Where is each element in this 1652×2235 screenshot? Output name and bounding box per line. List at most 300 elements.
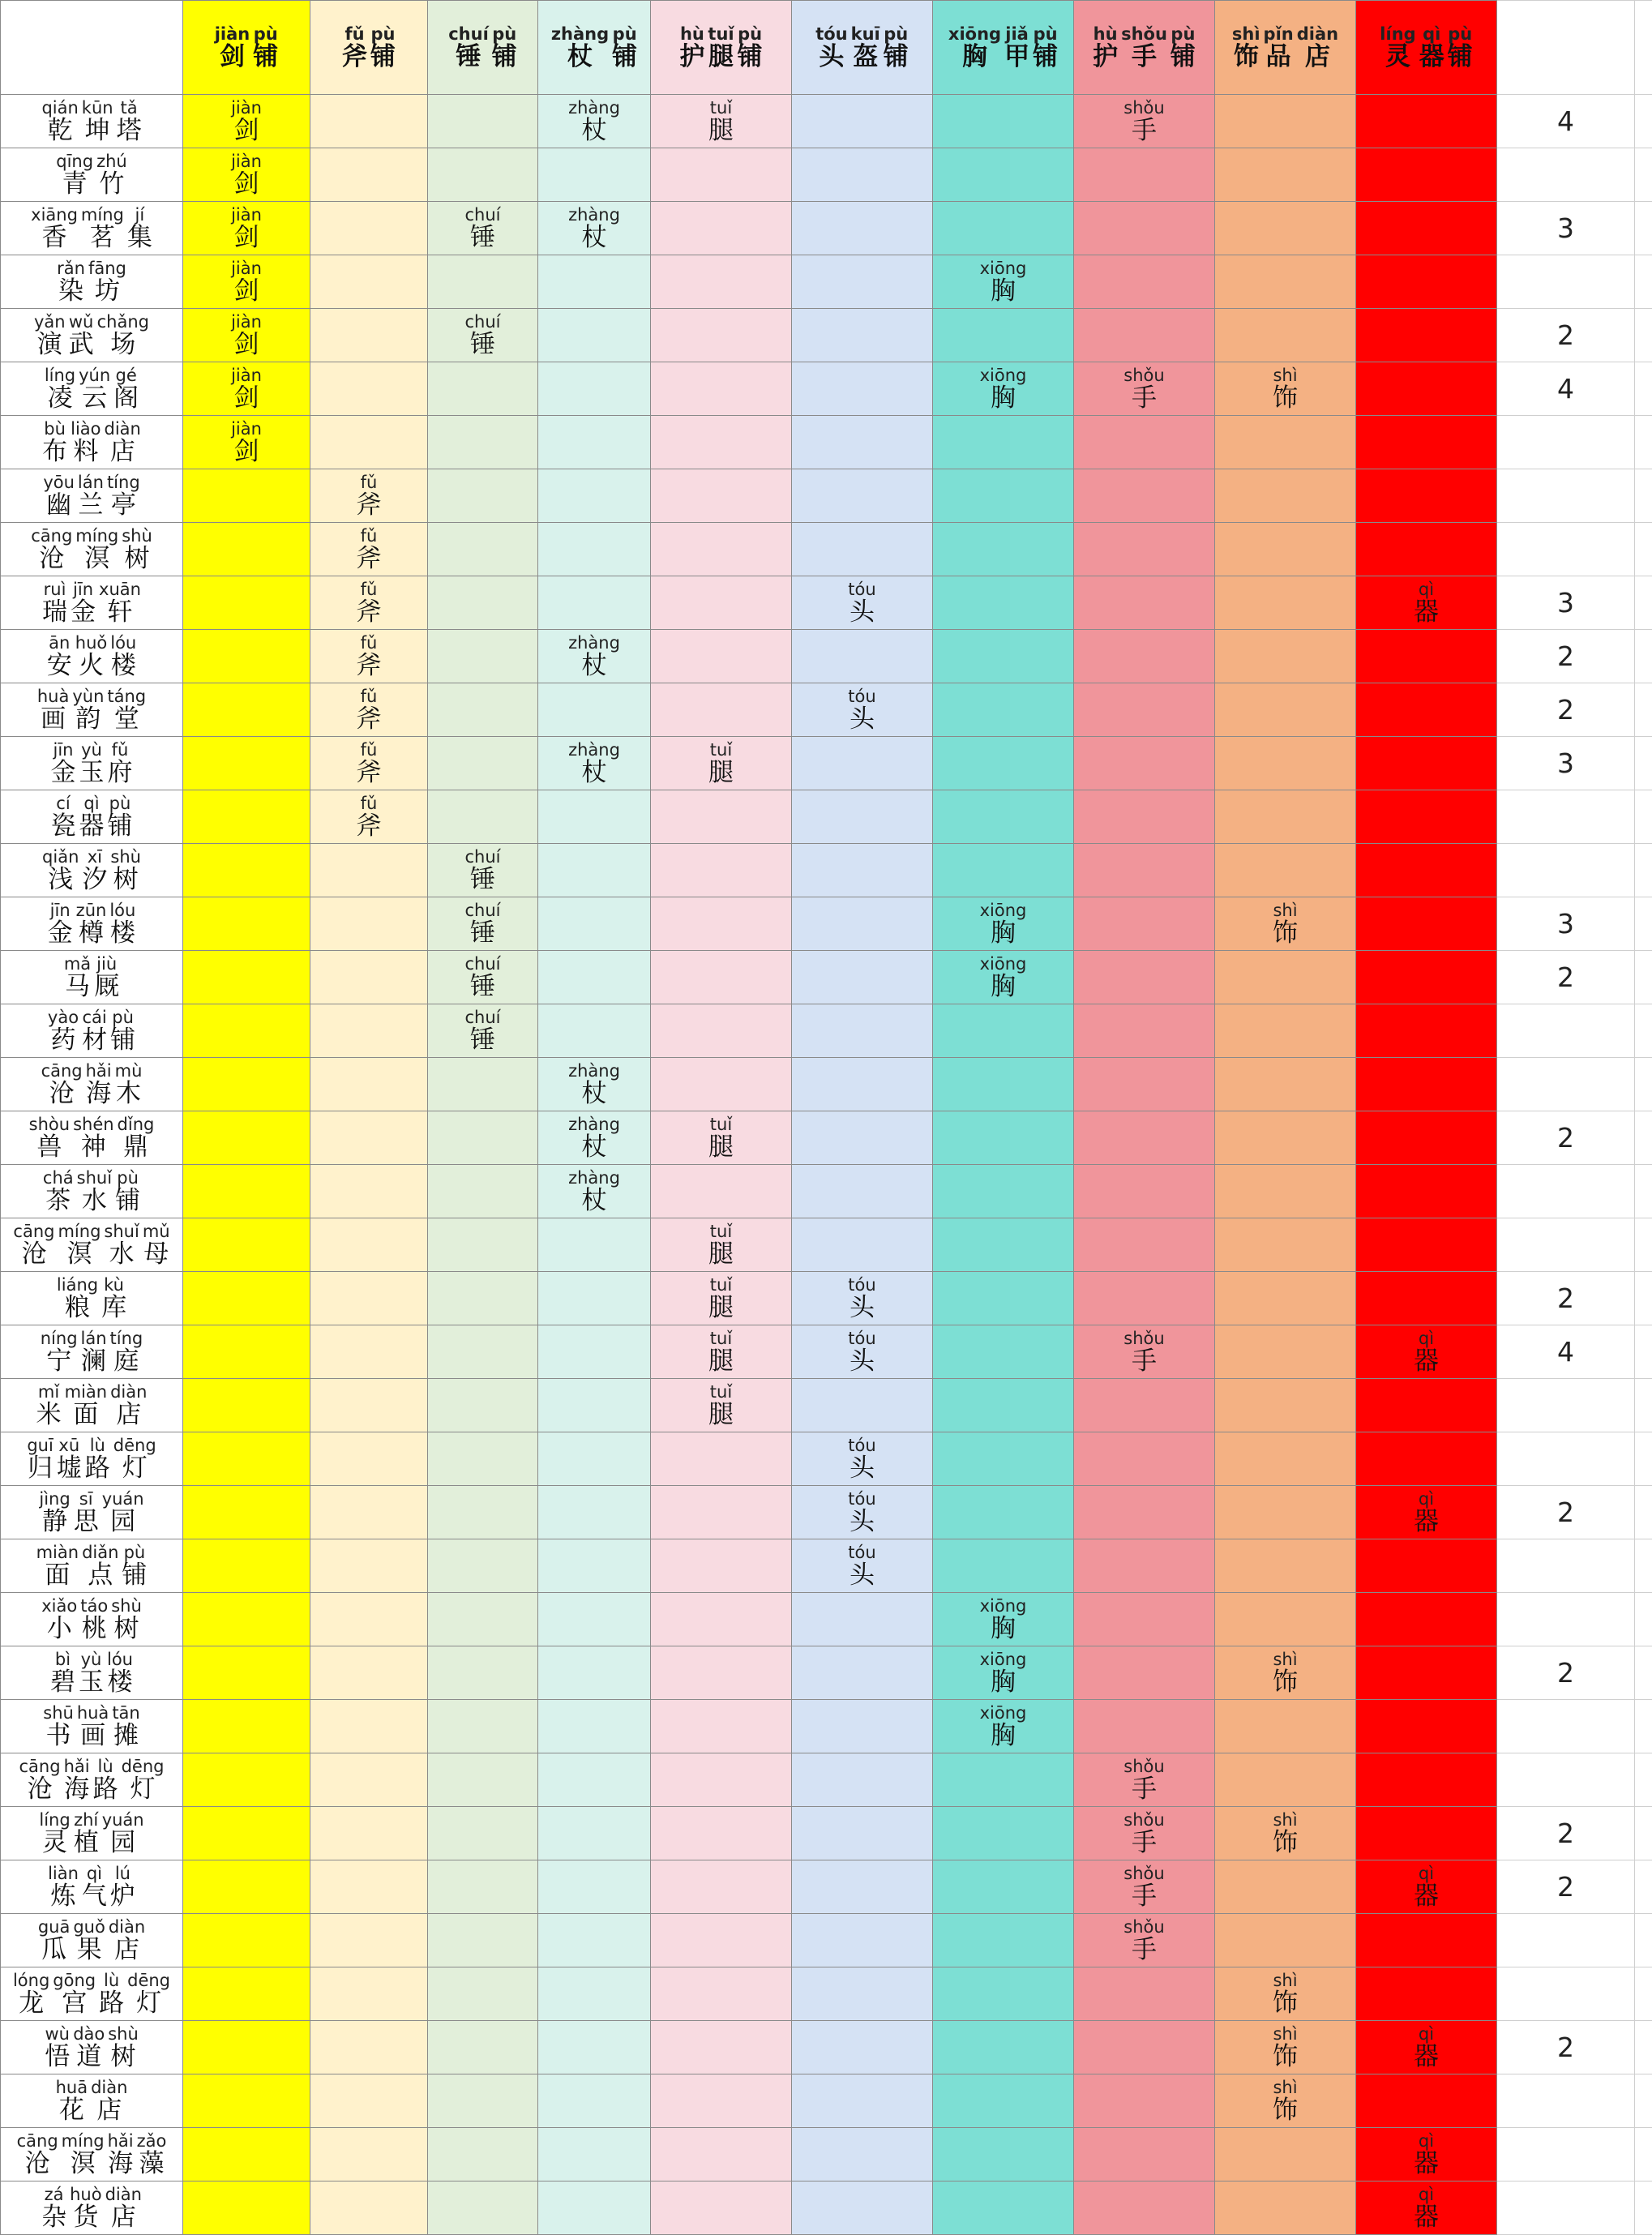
cell-2[interactable] xyxy=(428,1325,538,1379)
cell-1[interactable] xyxy=(310,1700,428,1753)
empty-cell[interactable] xyxy=(1635,897,1652,951)
cell-8[interactable] xyxy=(1215,1753,1356,1807)
count-cell[interactable] xyxy=(1497,1432,1635,1486)
cell-3[interactable] xyxy=(538,202,651,255)
cell-0[interactable] xyxy=(183,2181,310,2235)
cell-3[interactable] xyxy=(538,1539,651,1593)
count-cell[interactable] xyxy=(1497,897,1635,951)
cell-7[interactable] xyxy=(1074,2128,1215,2181)
cell-1[interactable] xyxy=(310,1165,428,1218)
cell-0[interactable] xyxy=(183,202,310,255)
cell-2[interactable] xyxy=(428,1379,538,1432)
empty-cell[interactable] xyxy=(1635,1379,1652,1432)
column-header-7[interactable] xyxy=(1074,1,1215,95)
cell-7[interactable] xyxy=(1074,897,1215,951)
count-cell[interactable] xyxy=(1497,469,1635,523)
cell-4[interactable] xyxy=(651,1539,792,1593)
cell-2[interactable] xyxy=(428,95,538,148)
cell-8[interactable] xyxy=(1215,790,1356,844)
column-header-8[interactable] xyxy=(1215,1,1356,95)
cell-1[interactable] xyxy=(310,897,428,951)
cell-1[interactable] xyxy=(310,1325,428,1379)
count-cell[interactable] xyxy=(1497,1753,1635,1807)
cell-2[interactable] xyxy=(428,362,538,416)
cell-2[interactable] xyxy=(428,1111,538,1165)
cell-2[interactable] xyxy=(428,576,538,630)
cell-1[interactable] xyxy=(310,1432,428,1486)
cell-6[interactable] xyxy=(933,2074,1074,2128)
cell-8[interactable] xyxy=(1215,630,1356,683)
empty-cell[interactable] xyxy=(1635,1967,1652,2021)
cell-8[interactable] xyxy=(1215,148,1356,202)
empty-cell[interactable] xyxy=(1635,790,1652,844)
row-label[interactable] xyxy=(1,1753,183,1807)
cell-2[interactable] xyxy=(428,737,538,790)
cell-4[interactable] xyxy=(651,416,792,469)
cell-0[interactable] xyxy=(183,1272,310,1325)
cell-3[interactable] xyxy=(538,2021,651,2074)
cell-1[interactable] xyxy=(310,683,428,737)
cell-7[interactable] xyxy=(1074,630,1215,683)
cell-5[interactable] xyxy=(792,95,933,148)
cell-6[interactable] xyxy=(933,148,1074,202)
cell-5[interactable] xyxy=(792,309,933,362)
empty-cell[interactable] xyxy=(1635,1593,1652,1646)
cell-2[interactable] xyxy=(428,202,538,255)
empty-cell[interactable] xyxy=(1635,523,1652,576)
cell-4[interactable] xyxy=(651,1486,792,1539)
cell-3[interactable] xyxy=(538,1646,651,1700)
row-label[interactable] xyxy=(1,416,183,469)
cell-3[interactable] xyxy=(538,1325,651,1379)
cell-0[interactable] xyxy=(183,630,310,683)
empty-cell[interactable] xyxy=(1635,1111,1652,1165)
cell-1[interactable] xyxy=(310,1539,428,1593)
cell-8[interactable] xyxy=(1215,362,1356,416)
cell-9[interactable] xyxy=(1356,1593,1497,1646)
cell-0[interactable] xyxy=(183,1165,310,1218)
count-cell[interactable] xyxy=(1497,1646,1635,1700)
cell-1[interactable] xyxy=(310,1967,428,2021)
cell-3[interactable] xyxy=(538,790,651,844)
count-cell[interactable] xyxy=(1497,1593,1635,1646)
cell-8[interactable] xyxy=(1215,1807,1356,1860)
cell-9[interactable] xyxy=(1356,1807,1497,1860)
cell-4[interactable] xyxy=(651,1432,792,1486)
cell-9[interactable] xyxy=(1356,630,1497,683)
cell-7[interactable] xyxy=(1074,1165,1215,1218)
empty-cell[interactable] xyxy=(1635,2021,1652,2074)
cell-6[interactable] xyxy=(933,1058,1074,1111)
cell-8[interactable] xyxy=(1215,416,1356,469)
cell-6[interactable] xyxy=(933,630,1074,683)
empty-cell[interactable] xyxy=(1635,1486,1652,1539)
cell-6[interactable] xyxy=(933,1432,1074,1486)
cell-8[interactable] xyxy=(1215,469,1356,523)
count-cell[interactable] xyxy=(1497,844,1635,897)
cell-7[interactable] xyxy=(1074,1004,1215,1058)
empty-cell[interactable] xyxy=(1635,630,1652,683)
cell-9[interactable] xyxy=(1356,1646,1497,1700)
cell-8[interactable] xyxy=(1215,1432,1356,1486)
count-cell[interactable] xyxy=(1497,1325,1635,1379)
cell-6[interactable] xyxy=(933,683,1074,737)
count-cell[interactable] xyxy=(1497,1539,1635,1593)
cell-7[interactable] xyxy=(1074,844,1215,897)
row-label[interactable] xyxy=(1,1539,183,1593)
cell-3[interactable] xyxy=(538,309,651,362)
cell-8[interactable] xyxy=(1215,737,1356,790)
row-label[interactable] xyxy=(1,2074,183,2128)
cell-3[interactable] xyxy=(538,1593,651,1646)
cell-7[interactable] xyxy=(1074,1593,1215,1646)
cell-6[interactable] xyxy=(933,1593,1074,1646)
cell-9[interactable] xyxy=(1356,1753,1497,1807)
column-header-9[interactable] xyxy=(1356,1,1497,95)
cell-5[interactable] xyxy=(792,523,933,576)
count-cell[interactable] xyxy=(1497,1860,1635,1914)
row-label[interactable] xyxy=(1,2181,183,2235)
count-cell[interactable] xyxy=(1497,1165,1635,1218)
empty-cell[interactable] xyxy=(1635,1860,1652,1914)
cell-2[interactable] xyxy=(428,1539,538,1593)
cell-6[interactable] xyxy=(933,1272,1074,1325)
cell-7[interactable] xyxy=(1074,2074,1215,2128)
cell-4[interactable] xyxy=(651,2021,792,2074)
cell-9[interactable] xyxy=(1356,523,1497,576)
cell-9[interactable] xyxy=(1356,1325,1497,1379)
cell-9[interactable] xyxy=(1356,1218,1497,1272)
empty-cell[interactable] xyxy=(1635,362,1652,416)
cell-1[interactable] xyxy=(310,2128,428,2181)
cell-2[interactable] xyxy=(428,1807,538,1860)
column-header-4[interactable] xyxy=(651,1,792,95)
cell-8[interactable] xyxy=(1215,951,1356,1004)
cell-4[interactable] xyxy=(651,1646,792,1700)
cell-9[interactable] xyxy=(1356,1165,1497,1218)
row-label[interactable] xyxy=(1,2128,183,2181)
empty-cell[interactable] xyxy=(1635,1700,1652,1753)
cell-8[interactable] xyxy=(1215,1379,1356,1432)
cell-5[interactable] xyxy=(792,1272,933,1325)
cell-7[interactable] xyxy=(1074,737,1215,790)
cell-9[interactable] xyxy=(1356,576,1497,630)
cell-4[interactable] xyxy=(651,683,792,737)
row-label[interactable] xyxy=(1,576,183,630)
cell-7[interactable] xyxy=(1074,469,1215,523)
cell-4[interactable] xyxy=(651,309,792,362)
count-cell[interactable] xyxy=(1497,630,1635,683)
column-header-1[interactable] xyxy=(310,1,428,95)
cell-1[interactable] xyxy=(310,1218,428,1272)
cell-6[interactable] xyxy=(933,1486,1074,1539)
empty-cell[interactable] xyxy=(1635,1432,1652,1486)
column-header-5[interactable] xyxy=(792,1,933,95)
cell-7[interactable] xyxy=(1074,2021,1215,2074)
row-label[interactable] xyxy=(1,309,183,362)
cell-2[interactable] xyxy=(428,469,538,523)
count-cell[interactable] xyxy=(1497,148,1635,202)
cell-0[interactable] xyxy=(183,1432,310,1486)
cell-3[interactable] xyxy=(538,844,651,897)
cell-9[interactable] xyxy=(1356,1486,1497,1539)
cell-0[interactable] xyxy=(183,95,310,148)
cell-2[interactable] xyxy=(428,309,538,362)
cell-5[interactable] xyxy=(792,844,933,897)
cell-7[interactable] xyxy=(1074,416,1215,469)
cell-0[interactable] xyxy=(183,576,310,630)
cell-3[interactable] xyxy=(538,1111,651,1165)
cell-6[interactable] xyxy=(933,1646,1074,1700)
cell-2[interactable] xyxy=(428,790,538,844)
cell-4[interactable] xyxy=(651,2128,792,2181)
cell-6[interactable] xyxy=(933,576,1074,630)
count-cell[interactable] xyxy=(1497,362,1635,416)
row-label[interactable] xyxy=(1,790,183,844)
cell-3[interactable] xyxy=(538,95,651,148)
column-header-6[interactable] xyxy=(933,1,1074,95)
cell-8[interactable] xyxy=(1215,1272,1356,1325)
cell-5[interactable] xyxy=(792,683,933,737)
cell-0[interactable] xyxy=(183,469,310,523)
empty-cell[interactable] xyxy=(1635,255,1652,309)
cell-5[interactable] xyxy=(792,2021,933,2074)
cell-1[interactable] xyxy=(310,2021,428,2074)
empty-cell[interactable] xyxy=(1635,309,1652,362)
empty-cell[interactable] xyxy=(1635,148,1652,202)
cell-6[interactable] xyxy=(933,1807,1074,1860)
cell-5[interactable] xyxy=(792,202,933,255)
count-cell[interactable] xyxy=(1497,1218,1635,1272)
cell-9[interactable] xyxy=(1356,469,1497,523)
cell-0[interactable] xyxy=(183,1593,310,1646)
cell-6[interactable] xyxy=(933,897,1074,951)
cell-0[interactable] xyxy=(183,523,310,576)
count-cell[interactable] xyxy=(1497,202,1635,255)
empty-cell[interactable] xyxy=(1635,1272,1652,1325)
cell-4[interactable] xyxy=(651,1700,792,1753)
empty-cell[interactable] xyxy=(1635,469,1652,523)
cell-8[interactable] xyxy=(1215,897,1356,951)
cell-2[interactable] xyxy=(428,523,538,576)
cell-4[interactable] xyxy=(651,1165,792,1218)
row-label[interactable] xyxy=(1,1646,183,1700)
cell-2[interactable] xyxy=(428,1486,538,1539)
cell-3[interactable] xyxy=(538,1807,651,1860)
row-label[interactable] xyxy=(1,148,183,202)
row-label[interactable] xyxy=(1,1004,183,1058)
cell-5[interactable] xyxy=(792,1432,933,1486)
cell-0[interactable] xyxy=(183,790,310,844)
row-label[interactable] xyxy=(1,737,183,790)
empty-cell[interactable] xyxy=(1635,576,1652,630)
cell-3[interactable] xyxy=(538,1272,651,1325)
cell-6[interactable] xyxy=(933,309,1074,362)
cell-5[interactable] xyxy=(792,469,933,523)
cell-9[interactable] xyxy=(1356,897,1497,951)
cell-5[interactable] xyxy=(792,1539,933,1593)
cell-1[interactable] xyxy=(310,362,428,416)
cell-5[interactable] xyxy=(792,1218,933,1272)
cell-6[interactable] xyxy=(933,202,1074,255)
cell-8[interactable] xyxy=(1215,2181,1356,2235)
cell-3[interactable] xyxy=(538,1058,651,1111)
cell-8[interactable] xyxy=(1215,1004,1356,1058)
cell-9[interactable] xyxy=(1356,2021,1497,2074)
row-label[interactable] xyxy=(1,202,183,255)
cell-6[interactable] xyxy=(933,1218,1074,1272)
empty-cell[interactable] xyxy=(1635,1218,1652,1272)
cell-8[interactable] xyxy=(1215,1860,1356,1914)
cell-4[interactable] xyxy=(651,1860,792,1914)
cell-5[interactable] xyxy=(792,1379,933,1432)
cell-7[interactable] xyxy=(1074,1432,1215,1486)
cell-0[interactable] xyxy=(183,2128,310,2181)
empty-cell[interactable] xyxy=(1635,1753,1652,1807)
cell-8[interactable] xyxy=(1215,2021,1356,2074)
cell-1[interactable] xyxy=(310,202,428,255)
cell-7[interactable] xyxy=(1074,2181,1215,2235)
cell-0[interactable] xyxy=(183,1753,310,1807)
cell-8[interactable] xyxy=(1215,844,1356,897)
cell-9[interactable] xyxy=(1356,1967,1497,2021)
cell-2[interactable] xyxy=(428,148,538,202)
cell-2[interactable] xyxy=(428,630,538,683)
cell-0[interactable] xyxy=(183,1218,310,1272)
cell-6[interactable] xyxy=(933,790,1074,844)
cell-7[interactable] xyxy=(1074,1218,1215,1272)
cell-5[interactable] xyxy=(792,951,933,1004)
cell-3[interactable] xyxy=(538,897,651,951)
cell-1[interactable] xyxy=(310,469,428,523)
cell-0[interactable] xyxy=(183,1379,310,1432)
cell-8[interactable] xyxy=(1215,1646,1356,1700)
cell-7[interactable] xyxy=(1074,148,1215,202)
count-cell[interactable] xyxy=(1497,416,1635,469)
empty-cell[interactable] xyxy=(1635,202,1652,255)
cell-8[interactable] xyxy=(1215,1218,1356,1272)
cell-0[interactable] xyxy=(183,2021,310,2074)
count-cell[interactable] xyxy=(1497,255,1635,309)
cell-1[interactable] xyxy=(310,309,428,362)
cell-0[interactable] xyxy=(183,1111,310,1165)
cell-1[interactable] xyxy=(310,1753,428,1807)
cell-7[interactable] xyxy=(1074,362,1215,416)
cell-8[interactable] xyxy=(1215,1111,1356,1165)
cell-4[interactable] xyxy=(651,202,792,255)
cell-6[interactable] xyxy=(933,1753,1074,1807)
cell-9[interactable] xyxy=(1356,737,1497,790)
empty-cell[interactable] xyxy=(1635,2181,1652,2235)
row-label[interactable] xyxy=(1,1700,183,1753)
cell-9[interactable] xyxy=(1356,255,1497,309)
cell-0[interactable] xyxy=(183,683,310,737)
cell-2[interactable] xyxy=(428,2128,538,2181)
count-cell[interactable] xyxy=(1497,1914,1635,1967)
cell-9[interactable] xyxy=(1356,1379,1497,1432)
row-label[interactable] xyxy=(1,1593,183,1646)
cell-6[interactable] xyxy=(933,737,1074,790)
cell-6[interactable] xyxy=(933,1379,1074,1432)
cell-8[interactable] xyxy=(1215,1539,1356,1593)
cell-3[interactable] xyxy=(538,1753,651,1807)
cell-6[interactable] xyxy=(933,2021,1074,2074)
cell-9[interactable] xyxy=(1356,844,1497,897)
row-label[interactable] xyxy=(1,1218,183,1272)
row-label[interactable] xyxy=(1,1058,183,1111)
cell-8[interactable] xyxy=(1215,1486,1356,1539)
empty-cell[interactable] xyxy=(1635,416,1652,469)
cell-6[interactable] xyxy=(933,416,1074,469)
row-label[interactable] xyxy=(1,523,183,576)
cell-6[interactable] xyxy=(933,1860,1074,1914)
cell-4[interactable] xyxy=(651,1379,792,1432)
cell-2[interactable] xyxy=(428,683,538,737)
cell-1[interactable] xyxy=(310,523,428,576)
cell-2[interactable] xyxy=(428,1058,538,1111)
cell-4[interactable] xyxy=(651,1914,792,1967)
cell-9[interactable] xyxy=(1356,1860,1497,1914)
cell-7[interactable] xyxy=(1074,1807,1215,1860)
count-cell[interactable] xyxy=(1497,2074,1635,2128)
cell-3[interactable] xyxy=(538,951,651,1004)
count-cell[interactable] xyxy=(1497,1111,1635,1165)
cell-7[interactable] xyxy=(1074,1753,1215,1807)
cell-2[interactable] xyxy=(428,1753,538,1807)
cell-9[interactable] xyxy=(1356,2128,1497,2181)
cell-0[interactable] xyxy=(183,1539,310,1593)
cell-0[interactable] xyxy=(183,2074,310,2128)
row-label[interactable] xyxy=(1,683,183,737)
cell-7[interactable] xyxy=(1074,1539,1215,1593)
cell-7[interactable] xyxy=(1074,255,1215,309)
cell-1[interactable] xyxy=(310,1272,428,1325)
cell-7[interactable] xyxy=(1074,523,1215,576)
cell-6[interactable] xyxy=(933,1914,1074,1967)
row-label[interactable] xyxy=(1,1807,183,1860)
cell-3[interactable] xyxy=(538,1486,651,1539)
cell-5[interactable] xyxy=(792,255,933,309)
empty-cell[interactable] xyxy=(1635,95,1652,148)
cell-8[interactable] xyxy=(1215,1058,1356,1111)
cell-5[interactable] xyxy=(792,1753,933,1807)
cell-7[interactable] xyxy=(1074,576,1215,630)
cell-1[interactable] xyxy=(310,737,428,790)
cell-8[interactable] xyxy=(1215,1165,1356,1218)
cell-5[interactable] xyxy=(792,2128,933,2181)
row-label[interactable] xyxy=(1,951,183,1004)
cell-1[interactable] xyxy=(310,1379,428,1432)
cell-0[interactable] xyxy=(183,255,310,309)
cell-3[interactable] xyxy=(538,737,651,790)
cell-7[interactable] xyxy=(1074,1058,1215,1111)
cell-0[interactable] xyxy=(183,1700,310,1753)
cell-8[interactable] xyxy=(1215,95,1356,148)
cell-9[interactable] xyxy=(1356,951,1497,1004)
cell-5[interactable] xyxy=(792,576,933,630)
cell-0[interactable] xyxy=(183,844,310,897)
cell-1[interactable] xyxy=(310,1004,428,1058)
cell-5[interactable] xyxy=(792,1646,933,1700)
cell-5[interactable] xyxy=(792,362,933,416)
cell-6[interactable] xyxy=(933,523,1074,576)
cell-3[interactable] xyxy=(538,1165,651,1218)
cell-5[interactable] xyxy=(792,790,933,844)
cell-9[interactable] xyxy=(1356,1700,1497,1753)
cell-1[interactable] xyxy=(310,576,428,630)
count-cell[interactable] xyxy=(1497,309,1635,362)
cell-1[interactable] xyxy=(310,1593,428,1646)
